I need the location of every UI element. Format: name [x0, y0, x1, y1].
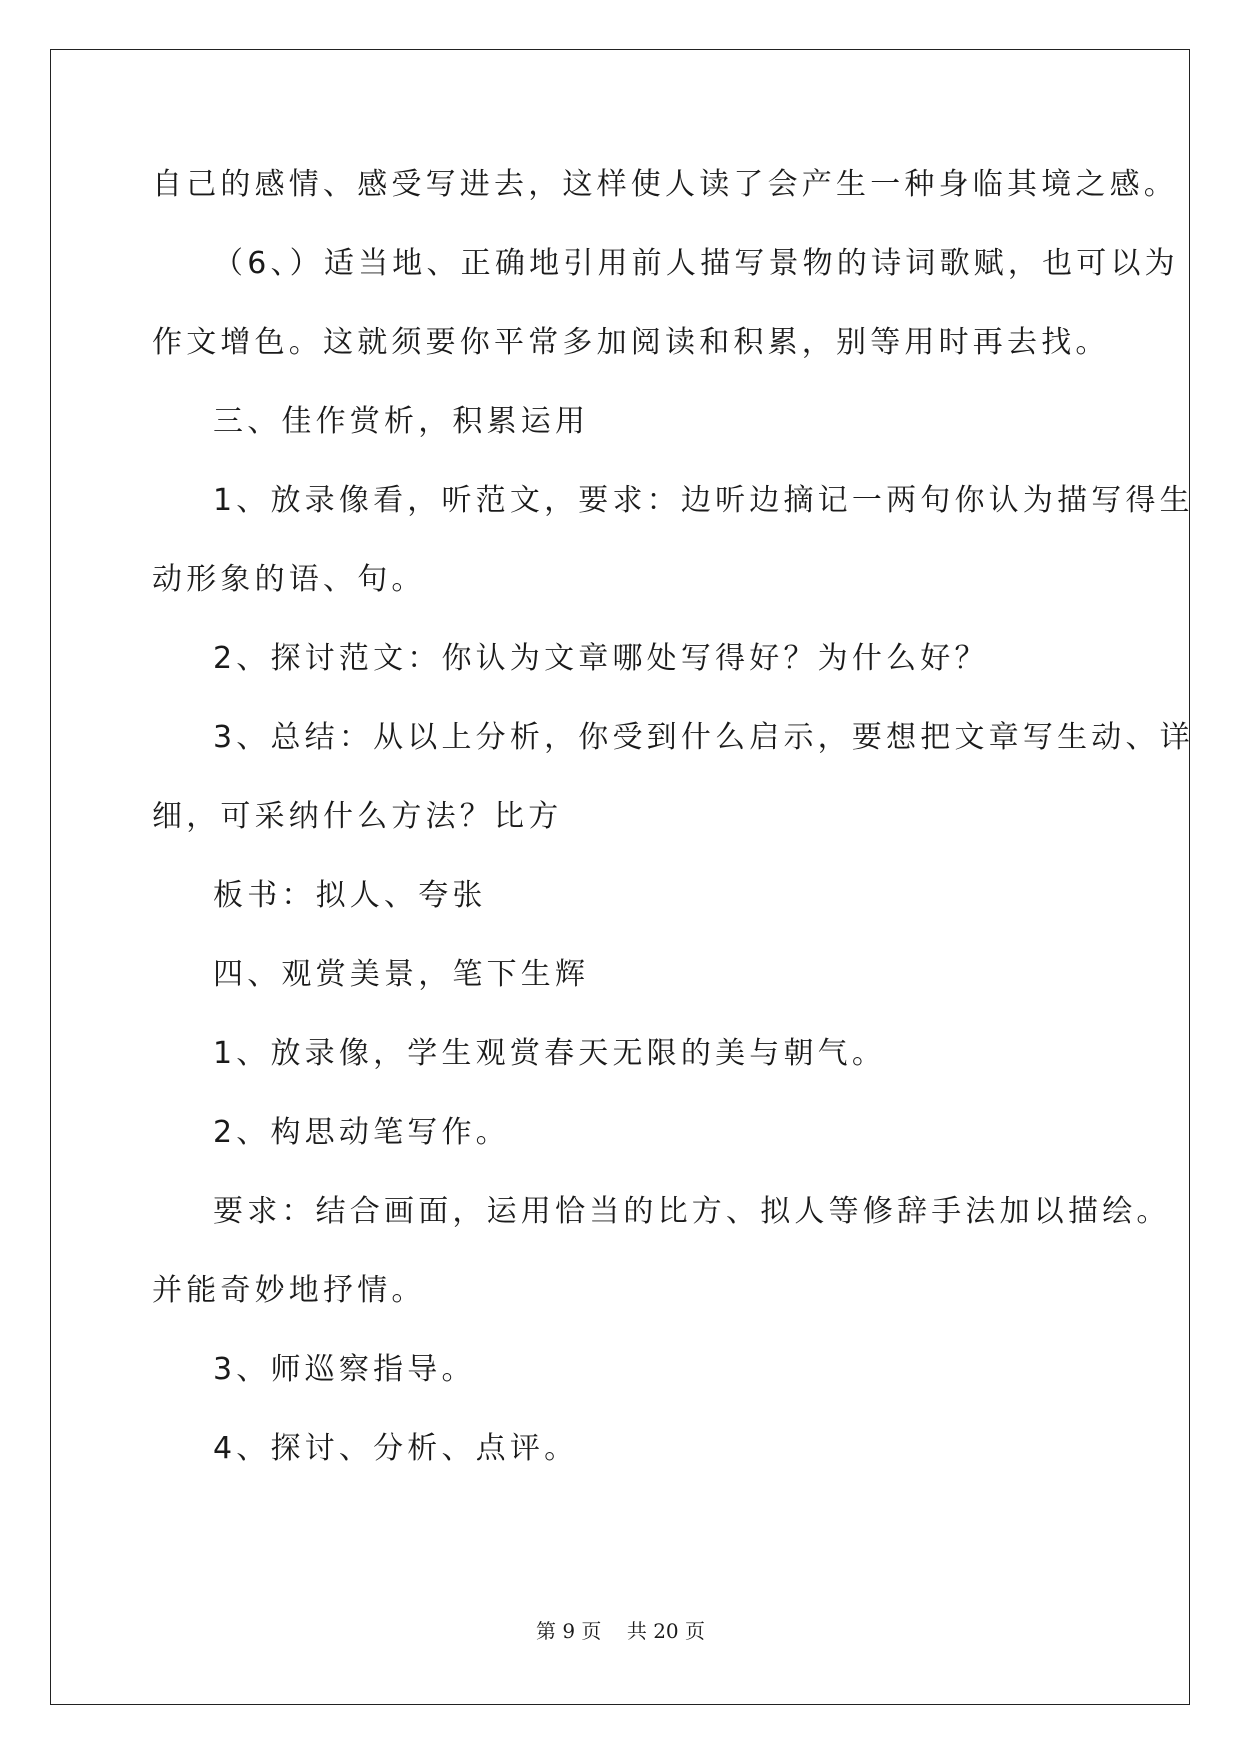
page-number-label: 第 9 页 共 20 页 — [535, 1619, 706, 1643]
section-heading: 四、观赏美景，笔下生辉 — [213, 957, 590, 992]
section-heading: 三、佳作赏析，积累运用 — [213, 404, 590, 439]
text-line: 并能奇妙地抒情。 — [152, 1273, 426, 1308]
page-footer — [0, 1618, 1241, 1644]
text-line: 动形象的语、句。 — [152, 562, 426, 597]
text-line: 3、总结：从以上分析，你受到什么启示，要想把文章写生动、详 — [213, 720, 1194, 755]
text-line: 1、放录像，学生观赏春天无限的美与朝气。 — [213, 1036, 887, 1071]
text-line: 4、探讨、分析、点评。 — [213, 1431, 579, 1466]
text-line: 3、师巡察指导。 — [213, 1352, 476, 1387]
text-line: 要求：结合画面，运用恰当的比方、拟人等修辞手法加以描绘。 — [213, 1194, 1171, 1229]
text-line: 1、放录像看，听范文，要求：边听边摘记一两句你认为描写得生 — [213, 483, 1194, 518]
text-line: 细，可采纳什么方法？比方 — [152, 799, 563, 834]
text-line: 自己的感情、感受写进去，这样使人读了会产生一种身临其境之感。 — [152, 167, 1178, 202]
text-line: 作文增色。这就须要你平常多加阅读和积累，别等用时再去找。 — [152, 325, 1110, 360]
text-line: 2、探讨范文：你认为文章哪处写得好？为什么好？ — [213, 641, 989, 676]
text-line: 板书：拟人、夸张 — [213, 878, 487, 913]
text-line: （6、）适当地、正确地引用前人描写景物的诗词歌赋，也可以为 — [213, 246, 1179, 281]
text-line: 2、构思动笔写作。 — [213, 1115, 510, 1150]
